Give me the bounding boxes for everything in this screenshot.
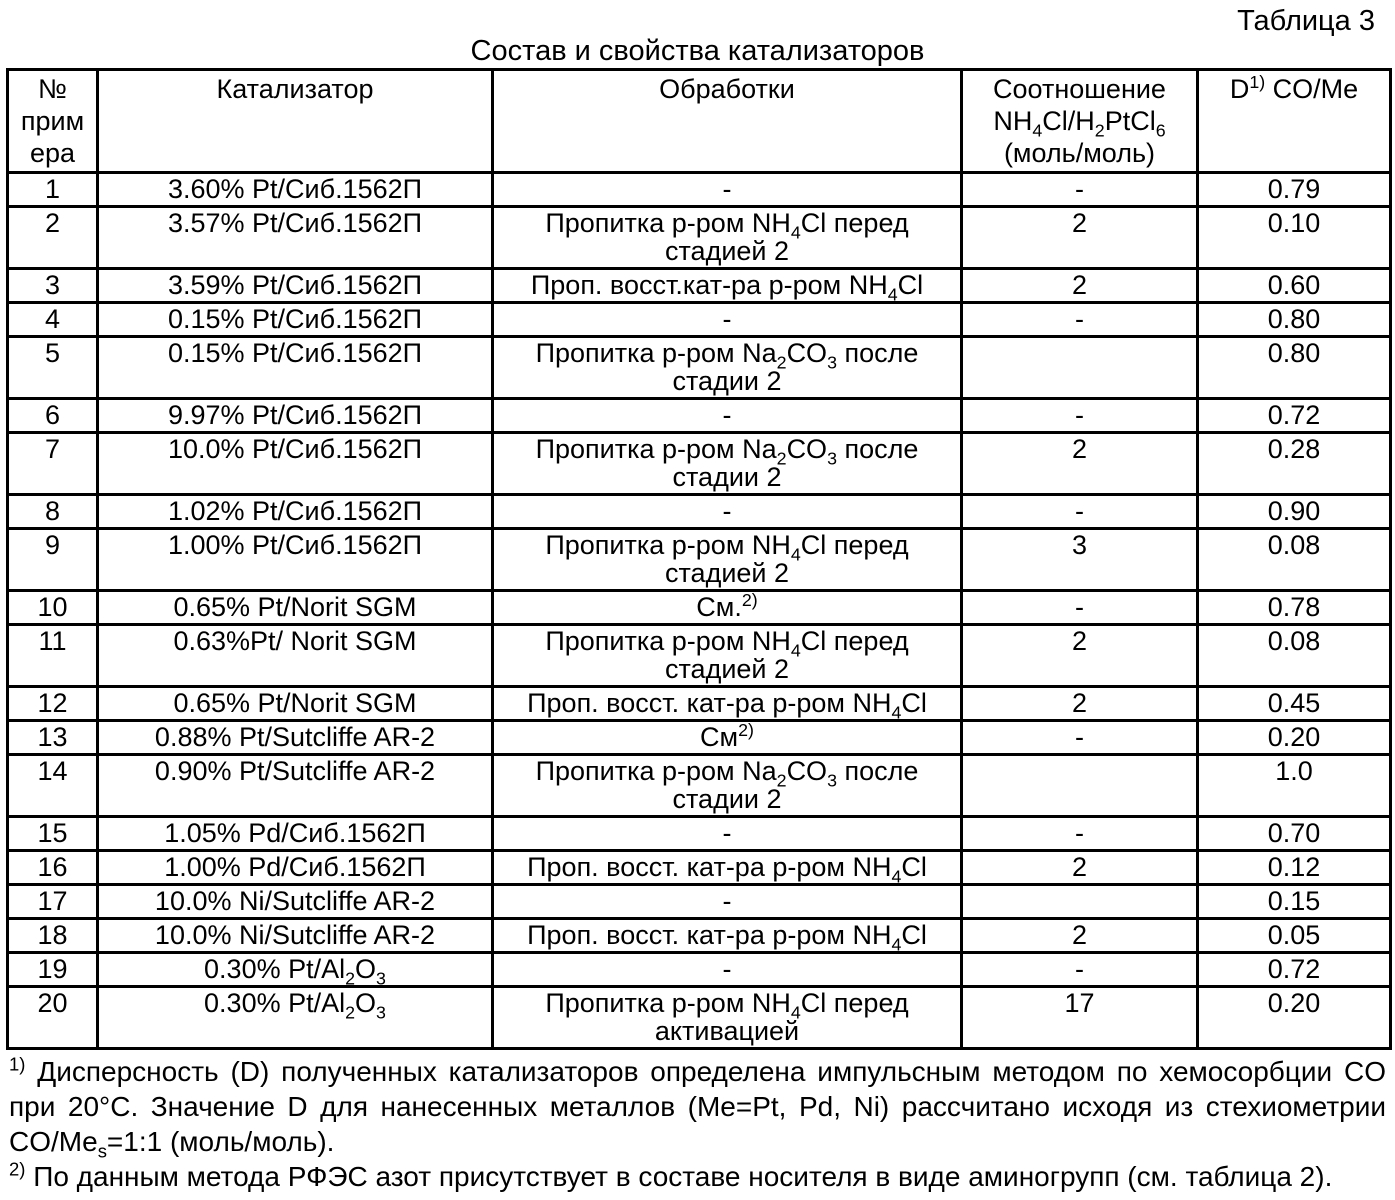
cell-catalyst: 1.00% Pt/Сиб.1562П [98,529,493,591]
footnotes [9,1054,1386,1194]
cell-example-number: 9 [8,529,98,591]
table-row [8,919,1391,953]
cell-dispersion: 0.10 [1198,207,1391,269]
cell-catalyst: 3.59% Pt/Сиб.1562П [98,269,493,303]
table-row [8,529,1391,591]
table-row [8,987,1391,1049]
cell-example-number: 7 [8,433,98,495]
cell-catalyst: 0.30% $Pt/Al_2O_3$ [98,987,493,1049]
cell-catalyst: 0.15% Pt/Сиб.1562П [98,337,493,399]
cell-catalyst: 1.02% Pt/Сиб.1562П [98,495,493,529]
cell-treatment: $См^{2)}$ [493,721,962,755]
cell-treatment: Проп. восст. кат-ра р-ром $NH_4Cl$ [493,851,962,885]
header-dispersion: $D^{1)}$ CO/Me [1198,70,1391,173]
cell-catalyst: 0.30% $Pt/Al_2O_3$ [98,953,493,987]
cell-treatment: - [493,495,962,529]
cell-dispersion: 0.90 [1198,495,1391,529]
table-row [8,433,1391,495]
table-number-label: Таблица 3 [1237,5,1375,37]
table-title: Состав и свойства катализаторов [470,35,925,67]
cell-example-number: 19 [8,953,98,987]
cell-dispersion: 0.45 [1198,687,1391,721]
cell-catalyst: 3.60% Pt/Сиб.1562П [98,173,493,207]
cell-ratio [962,885,1198,919]
cell-catalyst: 0.63%Pt/ Norit SGM [98,625,493,687]
cell-example-number: 13 [8,721,98,755]
cell-catalyst: 0.15% Pt/Сиб.1562П [98,303,493,337]
cell-dispersion: 0.60 [1198,269,1391,303]
cell-dispersion: 0.28 [1198,433,1391,495]
cell-ratio: 3 [962,529,1198,591]
table-row [8,303,1391,337]
table-row [8,625,1391,687]
cell-ratio: - [962,495,1198,529]
cell-dispersion: 0.80 [1198,303,1391,337]
table-row [8,953,1391,987]
cell-catalyst: 1.00% Pd/Сиб.1562П [98,851,493,885]
cell-example-number: 4 [8,303,98,337]
header-ratio: Соотношение $NH_4Cl/H_2PtCl_6$ (моль/моль) [962,70,1198,173]
cell-example-number: 8 [8,495,98,529]
cell-ratio: 2 [962,687,1198,721]
cell-catalyst: 3.57% Pt/Сиб.1562П [98,207,493,269]
header-treatment: Обработки [493,70,962,173]
cell-treatment: Пропитка р-ром $Na_2CO_3$ после стадии 2 [493,337,962,399]
table-row [8,885,1391,919]
cell-ratio: 2 [962,207,1198,269]
cell-dispersion: 0.78 [1198,591,1391,625]
cell-dispersion: 0.20 [1198,721,1391,755]
cell-dispersion: 0.12 [1198,851,1391,885]
cell-treatment: - [493,303,962,337]
cell-example-number: 1 [8,173,98,207]
cell-ratio: - [962,591,1198,625]
cell-treatment: Пропитка р-ром $NH_4Cl$ перед активацией [493,987,962,1049]
cell-example-number: 18 [8,919,98,953]
table-body [8,173,1391,1049]
cell-example-number: 5 [8,337,98,399]
cell-example-number: 3 [8,269,98,303]
cell-ratio: 2 [962,625,1198,687]
cell-ratio: 2 [962,269,1198,303]
cell-treatment: См.$^{2)}$ [493,591,962,625]
cell-treatment: - [493,817,962,851]
cell-ratio: - [962,721,1198,755]
cell-ratio: - [962,173,1198,207]
cell-ratio: 2 [962,851,1198,885]
cell-treatment: Пропитка р-ром $NH_4Cl$ перед стадией 2 [493,207,962,269]
cell-catalyst: 1.05% Pd/Сиб.1562П [98,817,493,851]
cell-dispersion: 0.08 [1198,625,1391,687]
cell-dispersion: 0.80 [1198,337,1391,399]
cell-catalyst: 10.0% Pt/Сиб.1562П [98,433,493,495]
table-header [8,70,1391,173]
table-row [8,207,1391,269]
cell-ratio [962,755,1198,817]
cell-ratio: - [962,817,1198,851]
cell-dispersion: 0.72 [1198,399,1391,433]
cell-dispersion: 1.0 [1198,755,1391,817]
cell-catalyst: 10.0% Ni/Sutcliffe AR-2 [98,885,493,919]
footnote-1-line-1: $^{1)}$ Дисперсность (D) полученных катализаторов определена импульсным методом по хемосорбции CO [9,1053,1386,1087]
cell-dispersion: 0.05 [1198,919,1391,953]
footnote-1-line-3: $CO/Me_s=1:1$ (моль/моль). [9,1126,335,1162]
cell-dispersion: 0.72 [1198,953,1391,987]
cell-treatment: Проп. восст. кат-ра р-ром $NH_4Cl$ [493,919,962,953]
cell-example-number: 6 [8,399,98,433]
cell-treatment: Проп. восст. кат-ра р-ром $NH_4Cl$ [493,687,962,721]
cell-ratio: 2 [962,433,1198,495]
cell-dispersion: 0.20 [1198,987,1391,1049]
cell-treatment: - [493,953,962,987]
cell-example-number: 17 [8,885,98,919]
cell-catalyst: 9.97% Pt/Сиб.1562П [98,399,493,433]
catalysts-table [6,68,1392,1050]
cell-catalyst: 0.65% Pt/Norit SGM [98,591,493,625]
cell-ratio [962,337,1198,399]
table-row [8,851,1391,885]
cell-catalyst: 0.88% Pt/Sutcliffe AR-2 [98,721,493,755]
table-row [8,337,1391,399]
cell-ratio: 2 [962,919,1198,953]
table-row [8,721,1391,755]
header-catalyst: Катализатор [98,70,493,173]
cell-example-number: 20 [8,987,98,1049]
cell-ratio: - [962,953,1198,987]
cell-catalyst: 10.0% Ni/Sutcliffe AR-2 [98,919,493,953]
table-row [8,269,1391,303]
cell-example-number: 10 [8,591,98,625]
header-example-number: № прим ера [8,70,98,173]
table-row [8,399,1391,433]
table-row [8,591,1391,625]
cell-treatment: Пропитка р-ром $NH_4Cl$ перед стадией 2 [493,625,962,687]
cell-dispersion: 0.15 [1198,885,1391,919]
footnote-2: $^{2)}$ По данным метода РФЭС азот присутствует в составе носителя в виде аминогрупп (см. таблица 2). [9,1158,1333,1192]
cell-treatment: - [493,173,962,207]
cell-treatment: - [493,885,962,919]
cell-catalyst: 0.90% Pt/Sutcliffe AR-2 [98,755,493,817]
cell-treatment: - [493,399,962,433]
cell-example-number: 12 [8,687,98,721]
cell-treatment: Проп. восст.кат-ра р-ром $NH_4Cl$ [493,269,962,303]
header-row [8,70,1391,173]
cell-example-number: 14 [8,755,98,817]
cell-ratio: - [962,303,1198,337]
cell-example-number: 2 [8,207,98,269]
cell-dispersion: 0.70 [1198,817,1391,851]
table-row [8,817,1391,851]
cell-dispersion: 0.08 [1198,529,1391,591]
cell-ratio: 17 [962,987,1198,1049]
cell-dispersion: 0.79 [1198,173,1391,207]
cell-example-number: 15 [8,817,98,851]
cell-treatment: Пропитка р-ром $Na_2CO_3$ после стадии 2 [493,433,962,495]
cell-catalyst: 0.65% Pt/Norit SGM [98,687,493,721]
footnote-1-line-2: при 20°C. Значение D для нанесенных металлов (Me=Pt, Pd, Ni) рассчитано исходя из стехиометрии [9,1091,1386,1122]
cell-example-number: 11 [8,625,98,687]
table-row [8,687,1391,721]
cell-treatment: Пропитка р-ром $Na_2CO_3$ после стадии 2 [493,755,962,817]
cell-ratio: - [962,399,1198,433]
table-row [8,755,1391,817]
table-row [8,495,1391,529]
cell-treatment: Пропитка р-ром $NH_4Cl$ перед стадией 2 [493,529,962,591]
cell-example-number: 16 [8,851,98,885]
table-row [8,173,1391,207]
